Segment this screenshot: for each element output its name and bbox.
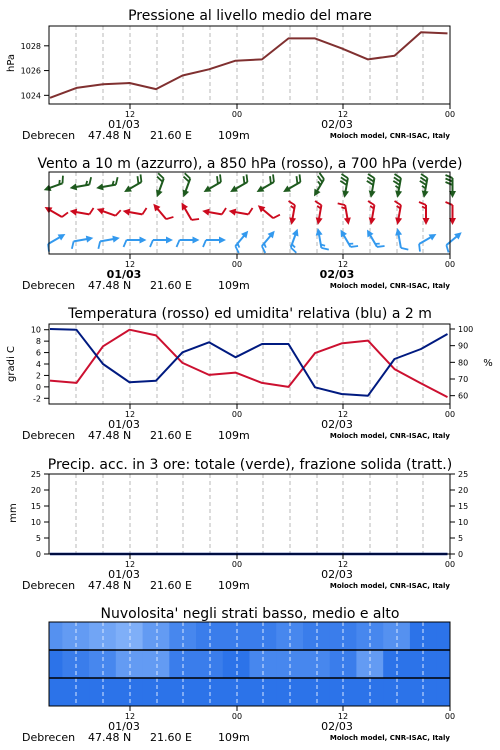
station-lat: 47.48 N — [88, 731, 132, 744]
wind-barb — [256, 200, 280, 223]
cloud-cell — [49, 622, 63, 650]
wind-barb — [203, 237, 226, 248]
cloud-cell — [116, 678, 143, 706]
x-tick-label: 12 — [337, 712, 349, 721]
y-tick-label: 90 — [458, 341, 469, 351]
x-tick-label: 12 — [337, 560, 349, 569]
wind-barb-flag — [222, 207, 226, 214]
wind-barb-flag — [446, 182, 453, 185]
x-tick-label: 00 — [444, 260, 456, 269]
y-tick-label: 10 — [30, 518, 41, 527]
cloud-panel — [22, 606, 455, 744]
wind-barb-head — [367, 217, 375, 225]
wind-barb — [70, 234, 94, 248]
precipitation-ylabel: mm — [8, 503, 19, 523]
wind-barb-flag — [124, 240, 127, 247]
temperature-series — [50, 329, 448, 397]
wind-barb-flag — [314, 201, 321, 205]
wind-barb-head — [180, 190, 189, 199]
wind-barb — [124, 237, 147, 248]
y-tick-label: 60 — [458, 391, 469, 401]
x-tick-label: 00 — [231, 560, 243, 569]
pressure-title: Pressione al livello medio del mare — [128, 8, 372, 24]
date-label: 02/03 — [321, 418, 353, 431]
wind-barb-head — [292, 228, 301, 237]
wind-barb-head — [122, 207, 130, 215]
station-name: Debrecen — [22, 279, 76, 292]
date-label: 01/03 — [108, 568, 140, 581]
x-tick-label: 12 — [337, 410, 349, 419]
wind-barb — [228, 204, 252, 218]
station-lon: 21.60 E — [150, 129, 192, 142]
station-elevation: 109m — [218, 429, 250, 442]
wind-barb — [253, 174, 278, 195]
wind-barb-flag — [62, 211, 68, 219]
wind-barb-head — [367, 190, 375, 198]
wind-barb — [41, 176, 66, 194]
wind-barb — [308, 173, 329, 198]
wind-barb-head — [394, 228, 402, 236]
date-label: 02/03 — [321, 720, 353, 733]
wind-barb — [442, 230, 466, 253]
station-lat: 47.48 N — [88, 579, 132, 592]
date-label: 01/03 — [108, 418, 140, 431]
x-tick-label: 12 — [124, 260, 136, 269]
cloud-cell — [223, 678, 250, 706]
y-tick-label: 15 — [30, 502, 41, 511]
temperature-y-ticks — [31, 325, 473, 403]
cloud-cell — [49, 650, 63, 678]
x-tick-label: 00 — [231, 110, 243, 119]
cloud-cell — [116, 650, 143, 678]
wind-barb — [364, 201, 378, 225]
wind-barb — [394, 227, 408, 251]
model-credit: Moloch model, CNR-ISAC, Italy — [329, 582, 450, 590]
wind-barb — [178, 199, 199, 224]
x-tick-label: 12 — [337, 110, 349, 119]
wind-barb-head — [228, 185, 238, 195]
wind-barb-flag — [321, 247, 328, 251]
cloud-cell — [437, 678, 451, 706]
y-tick-label: 1028 — [20, 41, 41, 51]
y-tick-label: 1026 — [20, 66, 41, 76]
date-label: 02/03 — [321, 568, 353, 581]
wind-barb-flag — [60, 176, 65, 184]
y-tick-label: 8 — [35, 337, 41, 347]
pressure-series — [50, 32, 448, 98]
cloud-cell — [143, 650, 170, 678]
cloud-cell — [437, 622, 451, 650]
wind-barb-flag — [416, 244, 422, 252]
wind-barb — [95, 177, 119, 191]
wind-barb-flag — [290, 248, 298, 253]
wind-barb-head — [394, 217, 402, 225]
cloud-cell — [223, 622, 250, 650]
wind-barb — [227, 174, 252, 195]
wind-title: Vento a 10 m (azzurro), a 850 hPa (rosso), a 700 hPa (verde) — [37, 156, 463, 172]
wind-barb-head — [96, 206, 105, 215]
x-tick-label: 12 — [124, 712, 136, 721]
cloud-cells — [49, 622, 451, 706]
wind-barb — [391, 201, 405, 225]
wind-barb-head — [166, 237, 173, 244]
station-name: Debrecen — [22, 579, 76, 592]
wind-barb — [286, 228, 304, 253]
wind-barb-head — [193, 237, 200, 244]
wind-barb — [415, 231, 440, 252]
wind-barb — [311, 201, 325, 225]
wind-barb-flag — [71, 241, 75, 248]
wind-barb — [202, 204, 226, 218]
date-label: 01/03 — [108, 118, 140, 131]
humidity-ylabel: % — [483, 358, 493, 369]
wind-barb — [69, 204, 93, 218]
model-credit: Moloch model, CNR-ISAC, Italy — [329, 432, 450, 440]
x-tick-label: 12 — [124, 410, 136, 419]
wind-barb — [364, 174, 378, 198]
wind-barb — [231, 229, 254, 253]
cloud-title: Nuvolosita' negli strati basso, medio e alto — [100, 606, 400, 622]
precipitation-x-axis — [22, 554, 455, 592]
wind-barb — [419, 202, 430, 225]
x-tick-label: 00 — [444, 712, 456, 721]
y-tick-label: 25 — [30, 470, 41, 479]
wind-barb — [417, 174, 431, 198]
wind-barb-flag — [446, 175, 453, 178]
y-tick-label: 5 — [35, 534, 41, 543]
y-tick-label: 20 — [30, 486, 41, 495]
wind-barb-head — [43, 184, 52, 193]
wind-barb-head — [364, 228, 374, 238]
wind-barb — [151, 199, 174, 223]
wind-barb-head — [140, 237, 147, 244]
y-tick-label: 20 — [458, 486, 469, 495]
station-elevation: 109m — [218, 731, 250, 744]
wind-barb-head — [69, 183, 77, 191]
y-tick-label: -2 — [33, 394, 41, 404]
cloud-cell — [223, 650, 250, 678]
wind-barb-flag — [446, 179, 453, 182]
station-lon: 21.60 E — [150, 731, 192, 744]
wind-barb-head — [202, 207, 210, 215]
y-tick-label: 4 — [35, 360, 41, 369]
wind-barb-head — [344, 217, 352, 225]
wind-barb-head — [314, 228, 322, 236]
wind-barb — [200, 174, 225, 195]
wind-barb — [43, 201, 68, 222]
x-tick-label: 00 — [231, 410, 243, 419]
wind-barb — [96, 202, 121, 220]
y-tick-label: 0 — [35, 550, 41, 559]
wind-barb-head — [112, 234, 120, 242]
station-name: Debrecen — [22, 129, 76, 142]
temperature-title: Temperatura (rosso) ed umidita' relativa (blu) a 2 m — [68, 306, 432, 322]
cloud-cell — [437, 650, 451, 678]
wind-barb-head — [394, 190, 402, 198]
station-lon: 21.60 E — [150, 279, 192, 292]
date-label: 01/03 — [106, 268, 142, 281]
wind-barb-flag — [248, 207, 252, 214]
wind-barb-head — [288, 217, 296, 225]
wind-barb-head — [314, 217, 322, 225]
station-lat: 47.48 N — [88, 279, 132, 292]
wind-barb-flag — [166, 215, 173, 222]
x-tick-label: 12 — [124, 560, 136, 569]
model-credit: Moloch model, CNR-ISAC, Italy — [329, 282, 450, 290]
cloud-cell — [49, 678, 63, 706]
wind-barb-head — [86, 234, 94, 242]
wind-barb-flag — [273, 213, 280, 220]
wind-barb-flag — [89, 207, 93, 214]
wind-barbs — [41, 173, 466, 253]
wind-barb-head — [337, 228, 347, 238]
wind-barb — [446, 175, 457, 198]
wind-barb — [177, 173, 195, 198]
temperature-x-axis — [22, 404, 455, 442]
wind-barb-flag — [88, 177, 92, 184]
wind-barb — [122, 204, 146, 218]
y-tick-label: 10 — [458, 518, 469, 527]
wind-barb-head — [423, 218, 430, 225]
wind-barb — [150, 173, 168, 198]
cloud-x-axis — [22, 706, 455, 744]
x-tick-label: 00 — [444, 560, 456, 569]
date-label: 02/03 — [321, 118, 353, 131]
x-tick-label: 12 — [124, 110, 136, 119]
wind-barb-flag — [401, 247, 408, 251]
precipitation-title: Precip. acc. in 3 ore: totale (verde), frazione solida (tratt.) — [47, 457, 453, 473]
y-tick-label: 25 — [458, 470, 469, 479]
wind-barb-flag — [97, 241, 101, 248]
wind-barb-head — [429, 231, 439, 241]
model-credit: Moloch model, CNR-ISAC, Italy — [329, 132, 450, 140]
date-label: 02/03 — [319, 268, 355, 281]
wind-barb — [68, 177, 92, 191]
temperature-ylabel: gradi C — [6, 346, 17, 382]
precipitation-y-ticks — [31, 470, 468, 559]
y-tick-label: 15 — [458, 502, 469, 511]
wind-barb-flag — [203, 240, 206, 247]
temperature-panel — [6, 306, 493, 442]
precipitation-grid — [76, 474, 423, 554]
model-credit: Moloch model, CNR-ISAC, Italy — [329, 734, 450, 742]
wind-barb — [44, 231, 69, 252]
station-lat: 47.48 N — [88, 429, 132, 442]
y-tick-label: 80 — [458, 358, 469, 368]
wind-barb — [338, 202, 352, 226]
wind-barb — [364, 226, 385, 251]
y-tick-label: 1024 — [20, 91, 41, 101]
temperature-line — [50, 330, 448, 397]
wind-barb — [285, 201, 299, 225]
station-lon: 21.60 E — [150, 429, 192, 442]
pressure-frame — [49, 26, 450, 104]
wind-barb — [121, 174, 146, 195]
pressure-grid — [76, 26, 423, 104]
precipitation-panel — [8, 457, 468, 592]
wind-barb-flag — [367, 201, 374, 205]
y-tick-label: 0 — [35, 382, 41, 392]
wind-barb-flag — [116, 209, 121, 217]
wind-x-axis — [22, 254, 455, 292]
pressure-panel — [6, 8, 455, 142]
wind-barb-flag — [288, 201, 295, 205]
pressure-x-axis — [22, 104, 455, 142]
wind-barb — [177, 237, 200, 248]
pressure-y-ticks — [21, 42, 49, 101]
x-tick-label: 00 — [444, 410, 456, 419]
wind-barb — [97, 234, 121, 248]
wind-barb-flag — [446, 202, 453, 205]
pressure-line — [50, 32, 448, 98]
cloud-cell — [143, 622, 170, 650]
precipitation-frame — [49, 474, 450, 554]
wind-barb-flag — [177, 240, 180, 247]
station-elevation: 109m — [218, 129, 250, 142]
date-label: 01/03 — [108, 720, 140, 733]
y-tick-label: 6 — [35, 348, 41, 358]
wind-barb-head — [228, 207, 236, 215]
station-lat: 47.48 N — [88, 129, 132, 142]
wind-barb — [337, 226, 358, 251]
wind-barb — [391, 174, 405, 198]
wind-barb — [280, 174, 305, 195]
wind-barb — [257, 229, 280, 253]
y-tick-label: 10 — [30, 325, 41, 335]
cloud-cell — [116, 622, 143, 650]
wind-barb-flag — [192, 216, 200, 222]
wind-barb-head — [96, 183, 104, 191]
wind-barb-flag — [394, 201, 401, 205]
wind-panel — [22, 156, 466, 292]
wind-barb-head — [58, 231, 68, 241]
pressure-ylabel: hPa — [6, 53, 17, 73]
y-tick-label: 100 — [458, 325, 474, 334]
wind-barb-flag — [338, 202, 345, 206]
station-name: Debrecen — [22, 429, 76, 442]
station-elevation: 109m — [218, 279, 250, 292]
x-tick-label: 00 — [231, 260, 243, 269]
cloud-cell — [143, 678, 170, 706]
wind-barb-head — [281, 185, 291, 195]
wind-barb-head — [420, 190, 428, 198]
y-tick-label: 5 — [458, 534, 464, 543]
wind-barb-head — [219, 237, 226, 244]
wind-barb-flag — [150, 240, 153, 247]
x-tick-label: 12 — [337, 260, 349, 269]
wind-barb-head — [311, 189, 321, 199]
wind-barb-head — [43, 204, 53, 214]
y-tick-label: 0 — [458, 550, 464, 559]
wind-barb-head — [341, 190, 349, 198]
station-elevation: 109m — [218, 579, 250, 592]
wind-barb-flag — [115, 177, 119, 184]
station-lon: 21.60 E — [150, 579, 192, 592]
x-tick-label: 00 — [231, 712, 243, 721]
x-tick-label: 00 — [444, 110, 456, 119]
y-tick-label: 70 — [458, 375, 469, 384]
wind-barb — [446, 202, 457, 225]
wind-barb — [150, 237, 173, 248]
wind-barb-flag — [142, 207, 146, 214]
station-name: Debrecen — [22, 731, 76, 744]
y-tick-label: 2 — [35, 371, 41, 381]
wind-barb-head — [154, 190, 163, 199]
wind-barb — [338, 174, 352, 198]
